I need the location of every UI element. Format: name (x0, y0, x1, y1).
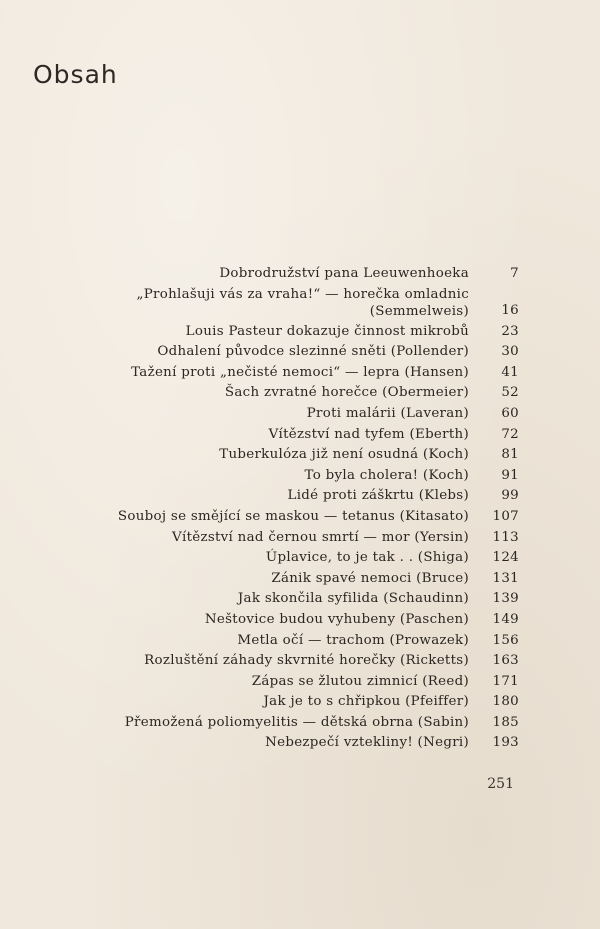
toc-entry-title: Jak skončila syfilida (Schaudinn) (237, 591, 469, 607)
toc-entry-title: Metla očí — trachom (Prowazek) (237, 632, 469, 648)
toc-entry (90, 342, 530, 363)
toc-entry-page: 7 (510, 266, 519, 281)
toc-entry (90, 733, 530, 754)
toc-entry (90, 569, 530, 590)
toc-entry (90, 692, 530, 713)
toc-entry-title: Jak je to s chřipkou (Pfeiffer) (263, 694, 469, 710)
toc-entry-title: Lidé proti záškrtu (Klebs) (287, 488, 469, 504)
toc-entry (90, 322, 530, 343)
toc-entry-page: 185 (492, 714, 519, 730)
toc-entry (90, 264, 530, 285)
toc-entry-title: Neštovice budou vyhubeny (Paschen) (204, 611, 469, 627)
toc-entry-page: 171 (492, 673, 519, 689)
toc-entry (90, 548, 530, 569)
toc-entry-title: Vítězství nad černou smrtí — mor (Yersin) (172, 529, 469, 545)
toc-entry-title: Tažení proti „nečisté nemoci“ — lepra (Hansen) (131, 364, 469, 380)
toc-entry-title: Šach zvratné horečce (Obermeier) (224, 385, 469, 401)
toc-entry-page: 180 (492, 694, 519, 710)
toc-entry (90, 507, 530, 528)
toc-entry-title: To byla cholera! (Koch) (304, 467, 469, 483)
toc-entry-page: 72 (501, 426, 519, 442)
toc-entry (90, 610, 530, 631)
toc-entry (90, 651, 530, 672)
toc-entry (90, 589, 530, 610)
toc-entry-title: Zánik spavé nemoci (Bruce) (271, 570, 469, 586)
toc-entry-title: Zápas se žlutou zimnicí (Reed) (251, 673, 469, 689)
toc-entry (90, 466, 530, 487)
toc-entry (90, 528, 530, 549)
toc-entry-title: Nebezpečí vztekliny! (Negri) (265, 735, 469, 751)
toc-entry (90, 672, 530, 693)
toc-entry-page: 113 (492, 529, 519, 545)
toc-entry (90, 631, 530, 652)
toc-entry-page: 124 (492, 550, 519, 566)
toc-entry-title: Proti malárii (Laveran) (306, 405, 469, 421)
toc-entry-page: 131 (492, 570, 519, 586)
toc-entry-title: Odhalení původce slezinné sněti (Pollender) (157, 344, 469, 360)
toc-entry-page: 30 (501, 344, 519, 360)
toc-entry (90, 383, 530, 404)
toc-entry-title: Tuberkulóza již není osudná (Koch) (219, 447, 469, 463)
toc-entry-page: 139 (492, 591, 519, 607)
toc-entry-title: Přemožená poliomyelitis — dětská obrna (Sabin) (124, 714, 469, 730)
page-number: 251 (487, 776, 514, 792)
toc-entry-title: Dobrodružství pana Leeuwenhoeka (219, 266, 469, 281)
toc-entry-page: 163 (492, 653, 519, 669)
toc-entry-title: „Prohlašuji vás za vraha!“ — horečka omladnic (Semmelweis) (136, 286, 469, 320)
toc-entry-page: 99 (501, 488, 519, 504)
toc-entry-title: Souboj se smějící se maskou — tetanus (Kitasato) (117, 508, 469, 524)
toc-entry-title: Úplavice, to je tak . . (Shiga) (265, 550, 469, 566)
toc-entry (90, 425, 530, 446)
toc-entry (90, 404, 530, 425)
toc-entry-title: Rozluštění záhady skvrnité horečky (Ricketts) (144, 653, 469, 669)
toc-entry-page: 41 (501, 364, 519, 380)
toc-entry (90, 486, 530, 507)
toc-entry (90, 713, 530, 734)
toc-entry-page: 156 (492, 632, 519, 648)
toc-entry-page: 193 (492, 735, 519, 751)
toc-entry-page: 23 (501, 323, 519, 339)
toc-entry (90, 363, 530, 384)
toc-entry-title: Louis Pasteur dokazuje činnost mikrobů (185, 323, 469, 339)
toc-entry (90, 445, 530, 466)
toc-entry-page: 107 (492, 508, 519, 524)
toc-entry (90, 285, 530, 322)
toc-entry-page: 81 (501, 447, 519, 463)
toc-entry-page: 52 (501, 385, 519, 401)
toc-entry-page: 91 (501, 467, 519, 483)
toc-entry-page: 60 (501, 405, 519, 421)
toc-entry-page: 16 (501, 303, 519, 318)
table-of-contents (90, 264, 530, 754)
toc-entry-title: Vítězství nad tyfem (Eberth) (268, 426, 469, 442)
page-title: Obsah (33, 60, 118, 89)
toc-entry-page: 149 (492, 611, 519, 627)
